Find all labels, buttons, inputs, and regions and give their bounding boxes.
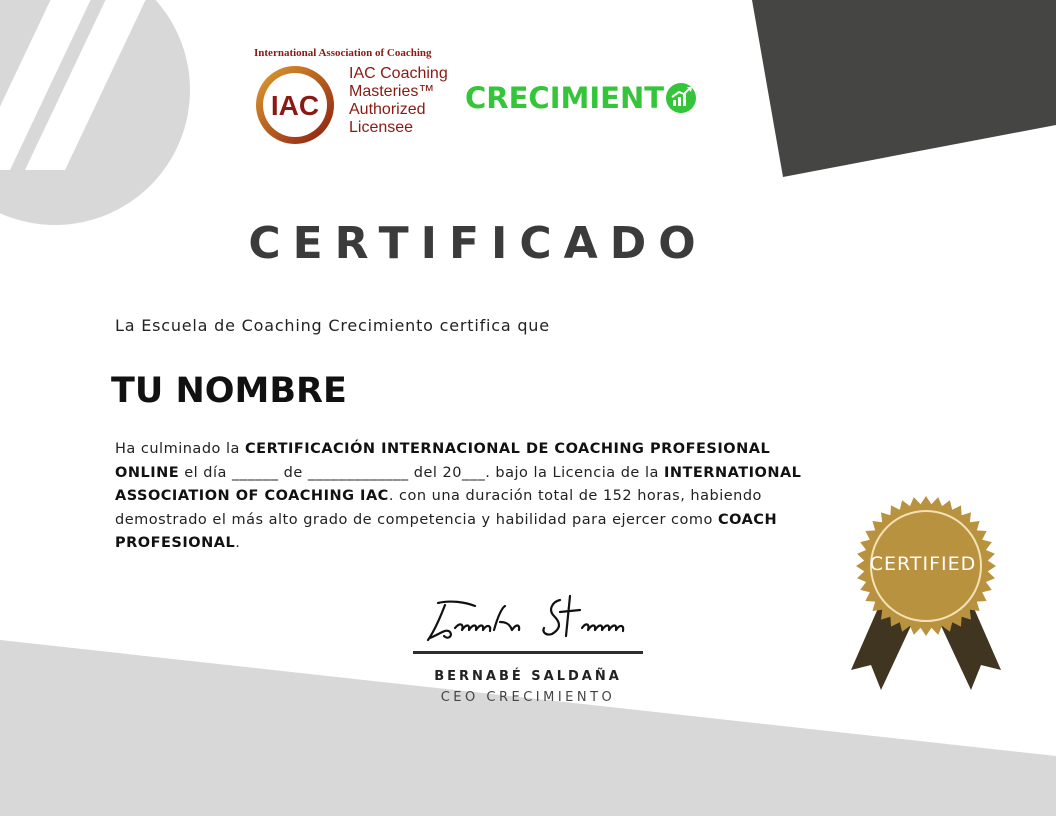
growth-chart-icon (665, 82, 697, 114)
recipient-name: TU NOMBRE (111, 371, 347, 411)
body-text: Ha culminado la (115, 441, 246, 457)
certified-seal-icon (846, 490, 1006, 695)
iac-organization-name: International Association of Coaching (254, 47, 432, 59)
iac-line: Masteries™ (349, 83, 435, 100)
iac-logo-circle (254, 64, 336, 146)
body-emphasis: INTERNATIONAL ASSOCIATION OF COACHING IAC (115, 464, 802, 504)
iac-line: IAC Coaching (349, 65, 448, 82)
top-right-dark-shape (752, 0, 1056, 177)
body-text: . (235, 535, 241, 551)
body-text: . con una duración total de 152 horas, habiendo demostrado el más alto grado de competencia y habilidad para ejercer como (115, 488, 762, 528)
certificate-body (115, 438, 835, 556)
intro-text: La Escuela de Coaching Crecimiento certifica que (115, 316, 550, 335)
certificate-title: CERTIFICADO (248, 218, 708, 269)
signature-line (413, 651, 643, 654)
iac-initials: IAC (270, 90, 320, 121)
signature-image (420, 588, 640, 650)
body-emphasis: COACH PROFESIONAL (115, 511, 778, 551)
iac-license-text (349, 65, 448, 137)
signer-name: BERNABÉ SALDAÑA (434, 669, 622, 684)
seal-label: CERTIFIED (869, 553, 977, 575)
body-text: el día ______ de _____________ del 20___. bajo la Licencia de la (179, 464, 664, 481)
body-emphasis: CERTIFICACIÓN INTERNACIONAL DE COACHING PROFESIONAL ONLINE (115, 441, 771, 481)
iac-line: Licensee (349, 119, 414, 136)
crecimiento-logo (465, 80, 697, 116)
iac-line: Authorized (349, 101, 426, 118)
crecimiento-wordmark: CRECIMIENT (465, 81, 665, 115)
signer-role: CEO CRECIMIENTO (440, 690, 616, 705)
